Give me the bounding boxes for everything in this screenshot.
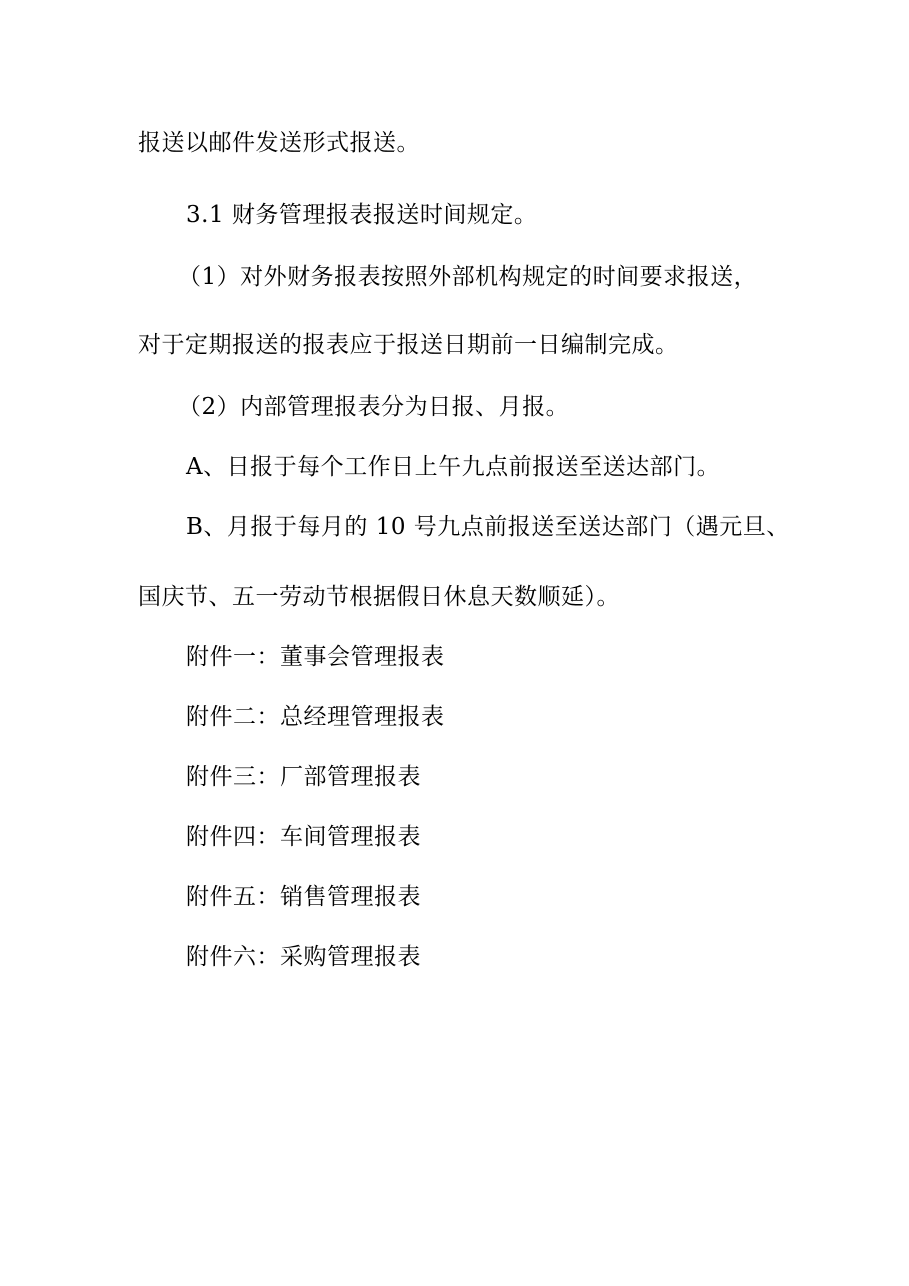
attachment-item: 附件二：总经理管理报表 <box>186 704 445 730</box>
section-heading: 3.1 财务管理报表报送时间规定。 <box>186 202 538 228</box>
paragraph-line: 国庆节、五一劳动节根据假日休息天数顺延）。 <box>138 584 620 610</box>
paragraph-line: 报送以邮件发送形式报送。 <box>138 130 420 156</box>
paragraph-line: B、月报于每月的 10 号九点前报送至送达部门（遇元旦、 <box>186 514 790 540</box>
paragraph-line: 对于定期报送的报表应于报送日期前一日编制完成。 <box>138 332 679 358</box>
attachment-item: 附件五：销售管理报表 <box>186 884 421 910</box>
paragraph-line: A、日报于每个工作日上午九点前报送至送达部门。 <box>186 454 721 480</box>
paragraph-line: （2）内部管理报表分为日报、月报。 <box>178 394 570 420</box>
paragraph-line: （1）对外财务报表按照外部机构规定的时间要求报送， <box>178 264 758 290</box>
attachment-item: 附件一：董事会管理报表 <box>186 644 445 670</box>
attachment-item: 附件三：厂部管理报表 <box>186 764 421 790</box>
attachment-item: 附件四：车间管理报表 <box>186 824 421 850</box>
attachment-item: 附件六：采购管理报表 <box>186 944 421 970</box>
